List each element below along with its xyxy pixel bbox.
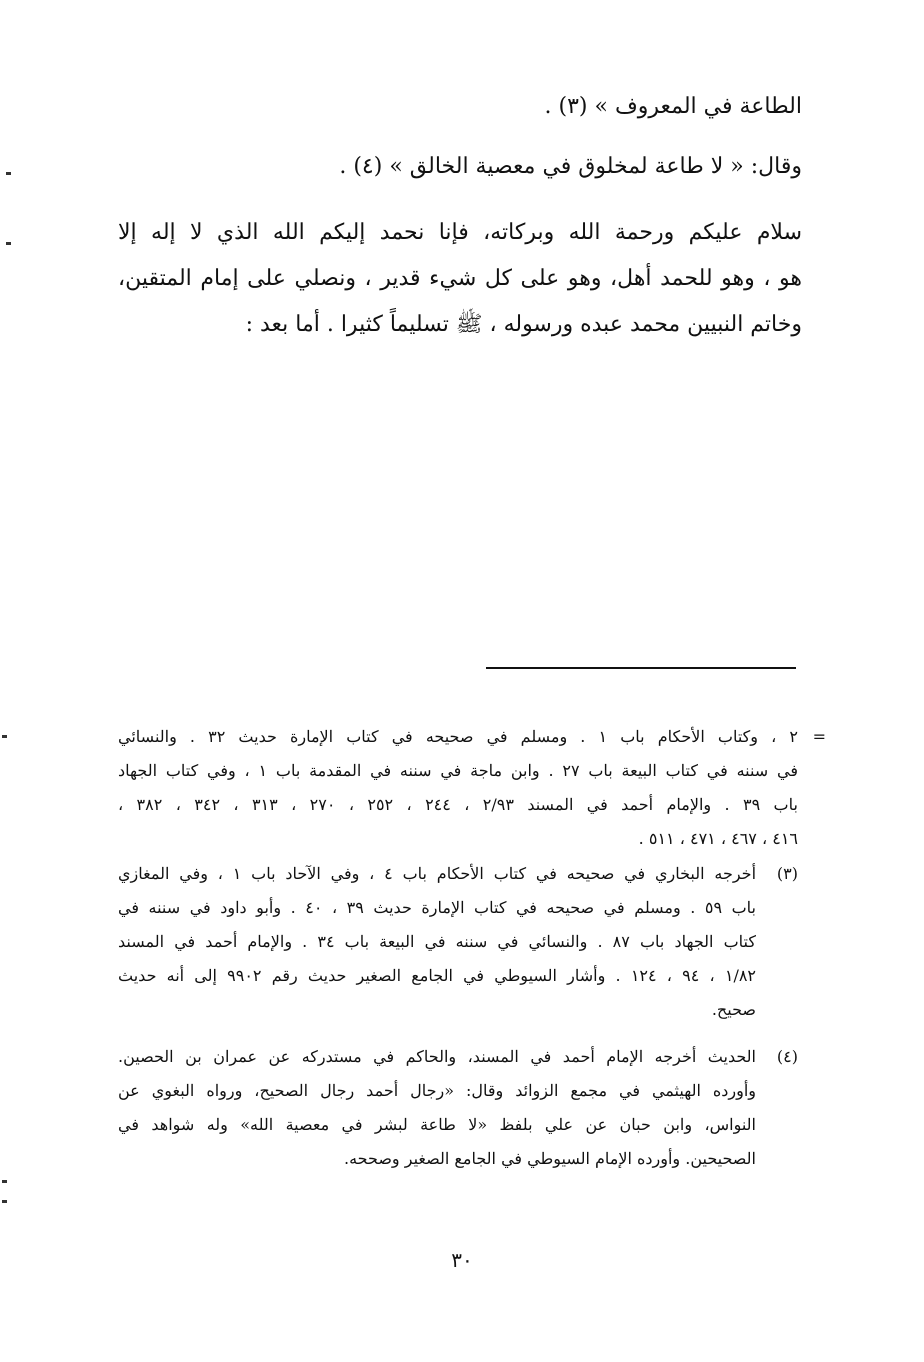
footnote-line: باب ٥٩ . ومسلم في صحيحه في كتاب الإمارة حديث ٣٩ ، ٤٠ . وأبو داود في سننه في [118,898,756,917]
footnote-continuation [118,720,826,856]
footnote-line: الحديث أخرجه الإمام أحمد في المسند، والحاكم في مستدركه عن عمران بن الحصين. [118,1047,756,1066]
paragraph-line: هو ، وهو للحمد أهل، وهو على كل شيء قدير ، ونصلي على إمام المتقين، [118,266,802,291]
footnote-marker: (٣) [776,864,798,883]
footnote-line: أخرجه البخاري في صحيحه في كتاب الأحكام باب ٤ ، وفي الآحاد باب ١ ، وفي المغازي [118,864,757,883]
footnote-line: صحيح. [711,1000,756,1019]
paragraph-line: وخاتم النبيين محمد عبده ورسوله ، ﷺ تسليماً كثيرا . أما بعد : [245,312,802,337]
main-paragraph [118,210,802,348]
footnote-line: ١/٨٢ ، ٩٤ ، ١٢٤ . وأشار السيوطي في الجامع الصغير حديث رقم ٩٩٠٢ إلى أنه حديث [118,966,757,985]
footnote-3 [118,857,798,1027]
footnote-marker: = [812,727,826,746]
footnote-line: الصحيحين. وأورده الإمام السيوطي في الجامع الصغير وصححه. [344,1149,756,1168]
footnote-line: باب ٣٩ . والإمام أحمد في المسند ٢/٩٣ ، ٢٤٤ ، ٢٥٢ ، ٢٧٠ ، ٣١٣ ، ٣٤٢ ، ٣٨٢ ، [118,795,798,814]
footnote-line: ٤١٦ ، ٤٦٧ ، ٤٧١ ، ٥١١ . [638,829,798,848]
scan-speck [6,242,11,245]
scan-speck [2,1180,7,1183]
footnote-line: ٢ ، وكتاب الأحكام باب ١ . ومسلم في صحيحه في كتاب الإمارة حديث ٣٢ . والنسائي [118,727,799,746]
footnote-line: في سننه في كتاب البيعة باب ٢٧ . وابن ماجة في سننه في المقدمة باب ١ ، وفي كتاب الجهاد [118,761,799,780]
scan-speck [2,735,7,738]
footnote-line: كتاب الجهاد باب ٨٧ . والنسائي في سننه في البيعة باب ٣٤ . والإمام أحمد في المسند [118,932,756,951]
paragraph-line: سلام عليكم ورحمة الله وبركاته، فإنا نحمد إليكم الله الذي لا إله إلا [118,220,802,245]
footnote-line: النواس، وابن حبان عن علي بلفظ «لا طاعة لبشر في معصية الله» وله شواهد في [118,1115,756,1134]
page-number: ٣٠ [451,1248,473,1272]
footnote-marker: (٤) [776,1047,798,1066]
footnote-4 [118,1040,798,1176]
footnote-line: وأورده الهيثمي في مجمع الزوائد وقال: «رجال أحمد رجال الصحيح، ورواه البغوي عن [118,1081,756,1100]
footnote-separator [486,667,796,669]
scan-speck [6,172,11,175]
scan-speck [2,1200,7,1203]
main-text-line-2: وقال: « لا طاعة لمخلوق في معصية الخالق » (٤) . [339,154,802,179]
main-text-line-1: الطاعة في المعروف » (٣) . [544,94,802,119]
